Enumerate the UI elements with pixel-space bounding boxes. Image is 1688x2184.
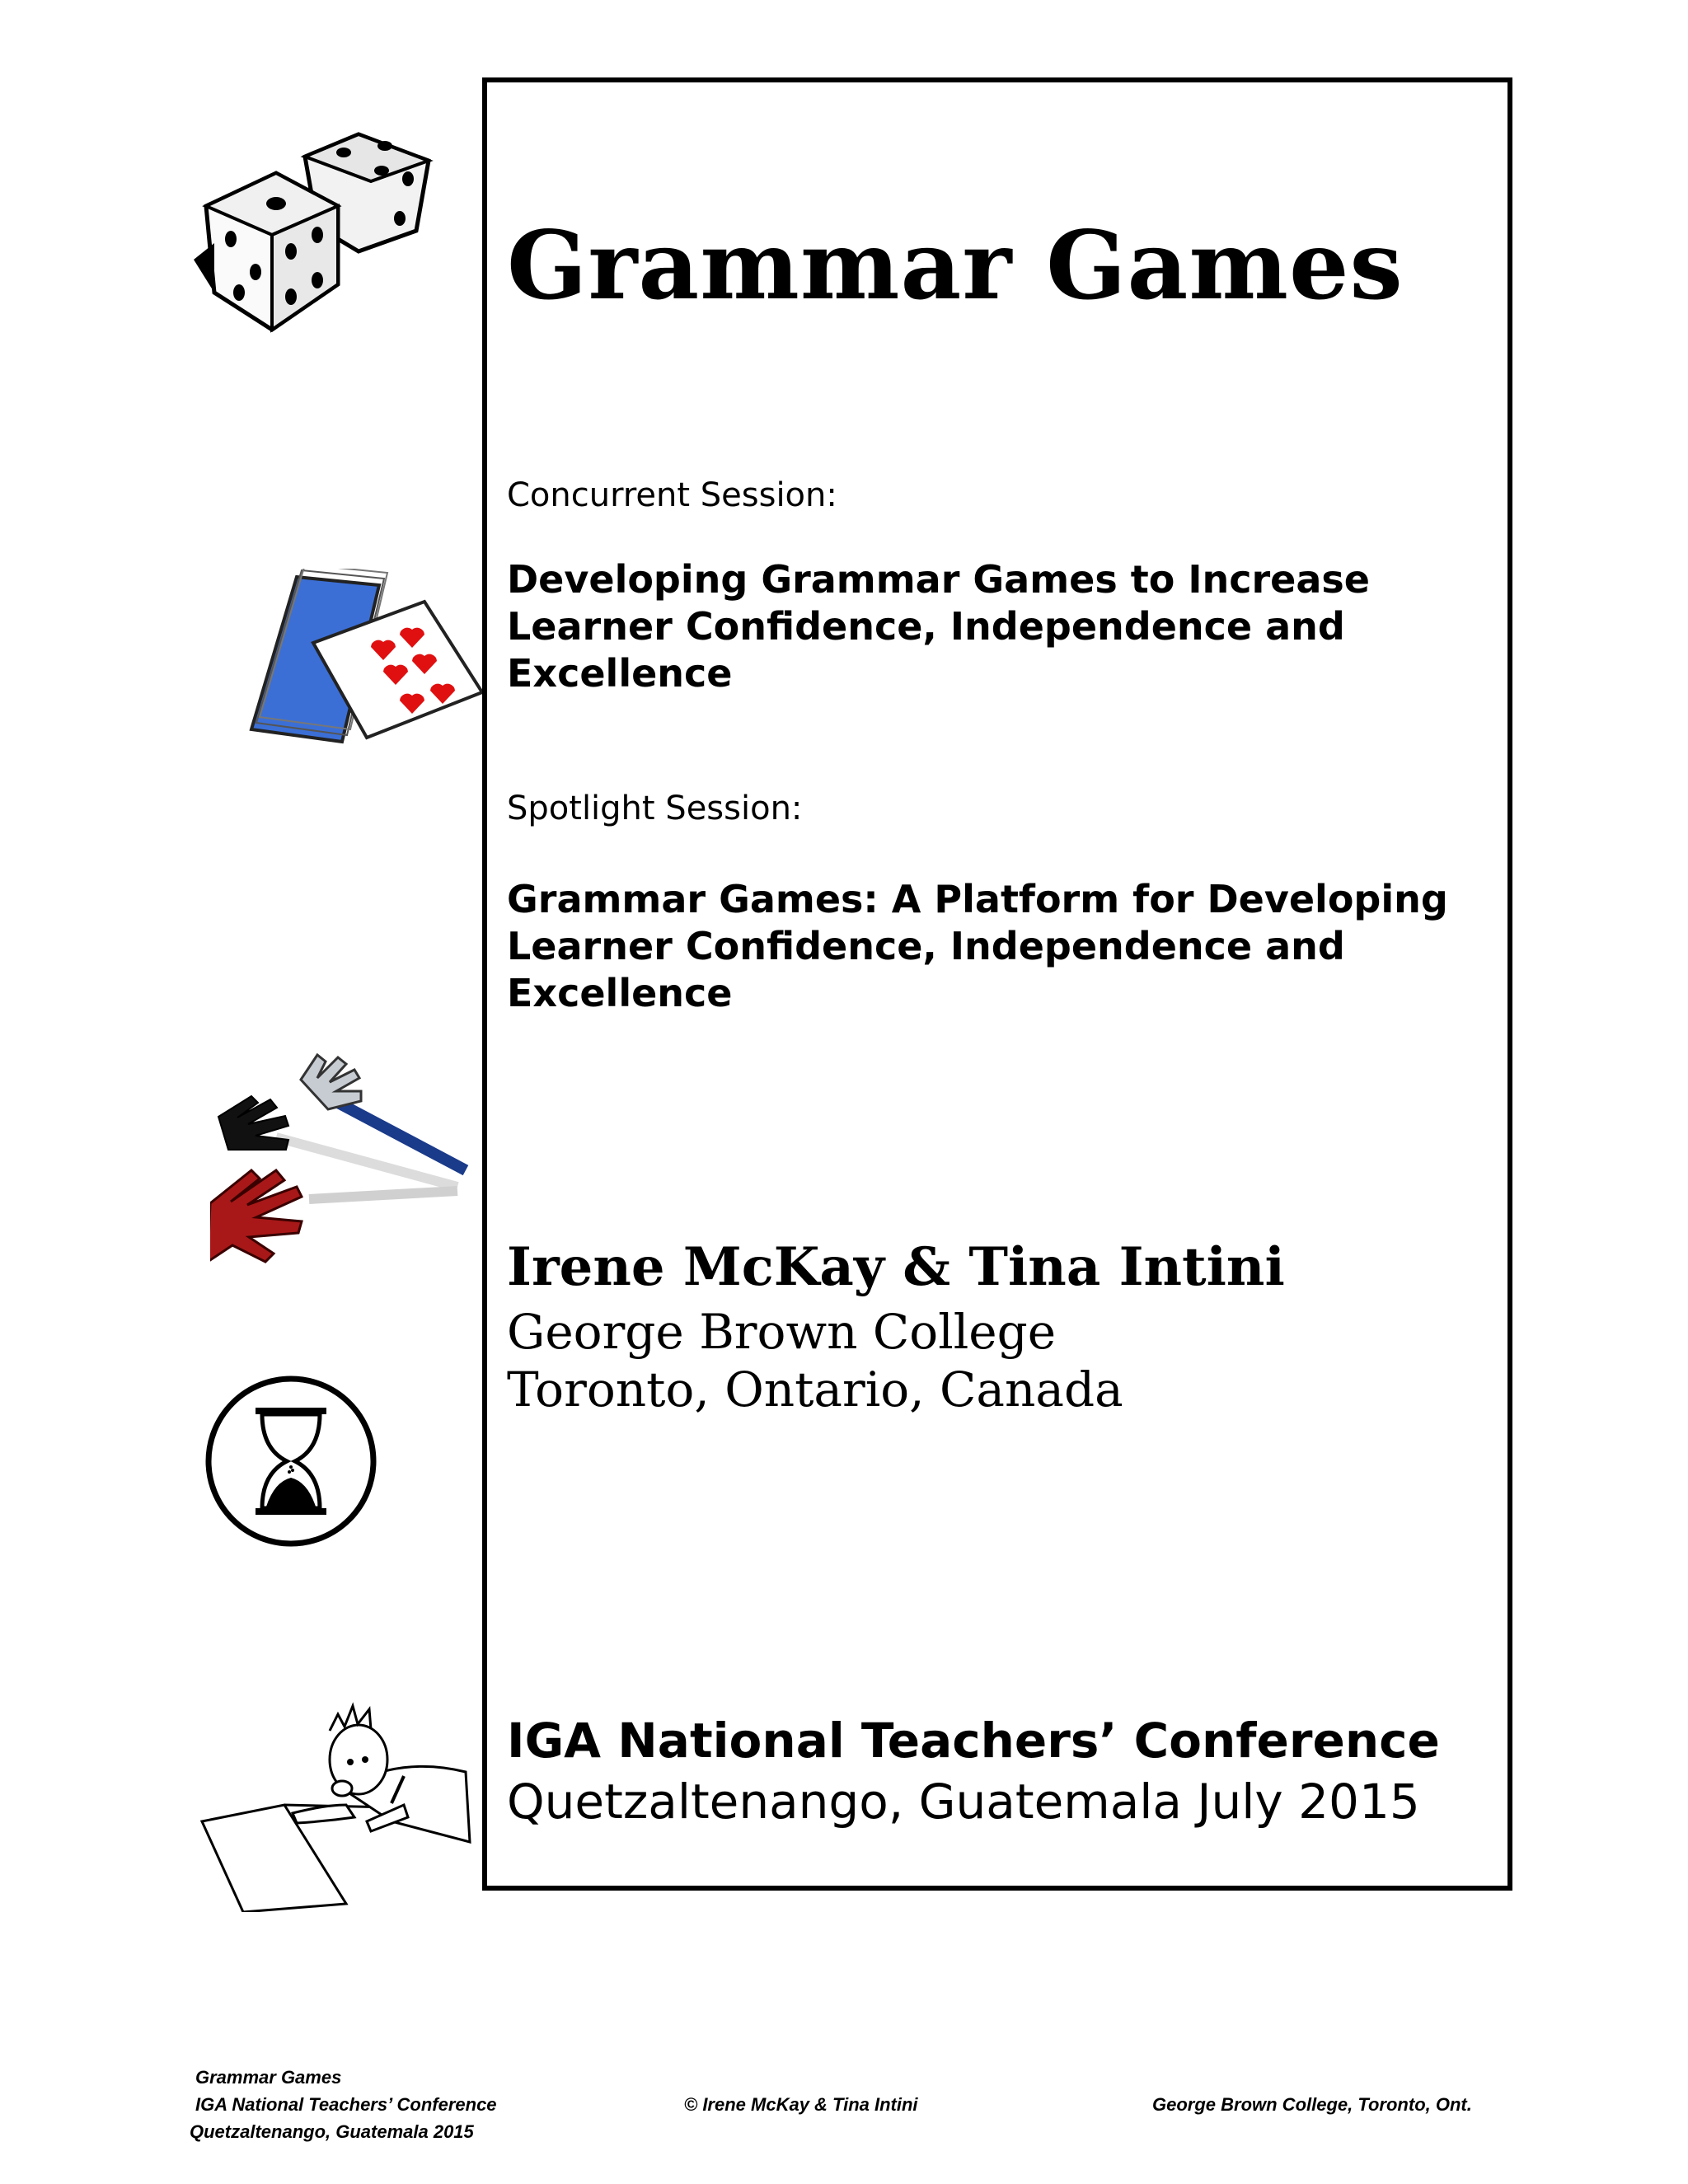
hourglass-icon xyxy=(204,1375,377,1548)
page-title: Grammar Games xyxy=(507,210,1404,321)
concurrent-title-line: Excellence xyxy=(507,651,733,696)
concurrent-session-label: Concurrent Session: xyxy=(507,476,837,514)
hand-clappers-icon xyxy=(210,1047,474,1269)
college-name: George Brown College xyxy=(507,1304,1057,1360)
spotlight-session-label: Spotlight Session: xyxy=(507,790,803,827)
concurrent-title-line: Learner Confidence, Independence and xyxy=(507,604,1345,649)
thinking-student-icon xyxy=(194,1698,490,1912)
spotlight-session-title xyxy=(507,876,1496,1017)
spotlight-title-line: Learner Confidence, Independence and xyxy=(507,924,1345,968)
conference-place: Quetzaltenango, Guatemala July 2015 xyxy=(507,1774,1420,1830)
spotlight-title-line: Grammar Games: A Platform for Developing xyxy=(507,877,1448,921)
footer-doc-title: Grammar Games xyxy=(195,2067,342,2088)
playing-cards-icon xyxy=(247,569,486,750)
footer-college: George Brown College, Toronto, Ont. xyxy=(1152,2094,1472,2115)
footer-location: Quetzaltenango, Guatemala 2015 xyxy=(190,2121,474,2142)
spotlight-title-line: Excellence xyxy=(507,971,733,1015)
footer-conference: IGA National Teachers’ Conference xyxy=(195,2094,497,2115)
footer-copyright: © Irene McKay & Tina Intini xyxy=(684,2094,918,2115)
concurrent-session-title xyxy=(507,556,1496,697)
concurrent-title-line: Developing Grammar Games to Increase xyxy=(507,557,1370,602)
authors: Irene McKay & Tina Intini xyxy=(507,1236,1285,1298)
dice-icon xyxy=(194,128,441,342)
college-location: Toronto, Ontario, Canada xyxy=(507,1361,1123,1418)
conference-name: IGA National Teachers’ Conference xyxy=(507,1713,1440,1769)
